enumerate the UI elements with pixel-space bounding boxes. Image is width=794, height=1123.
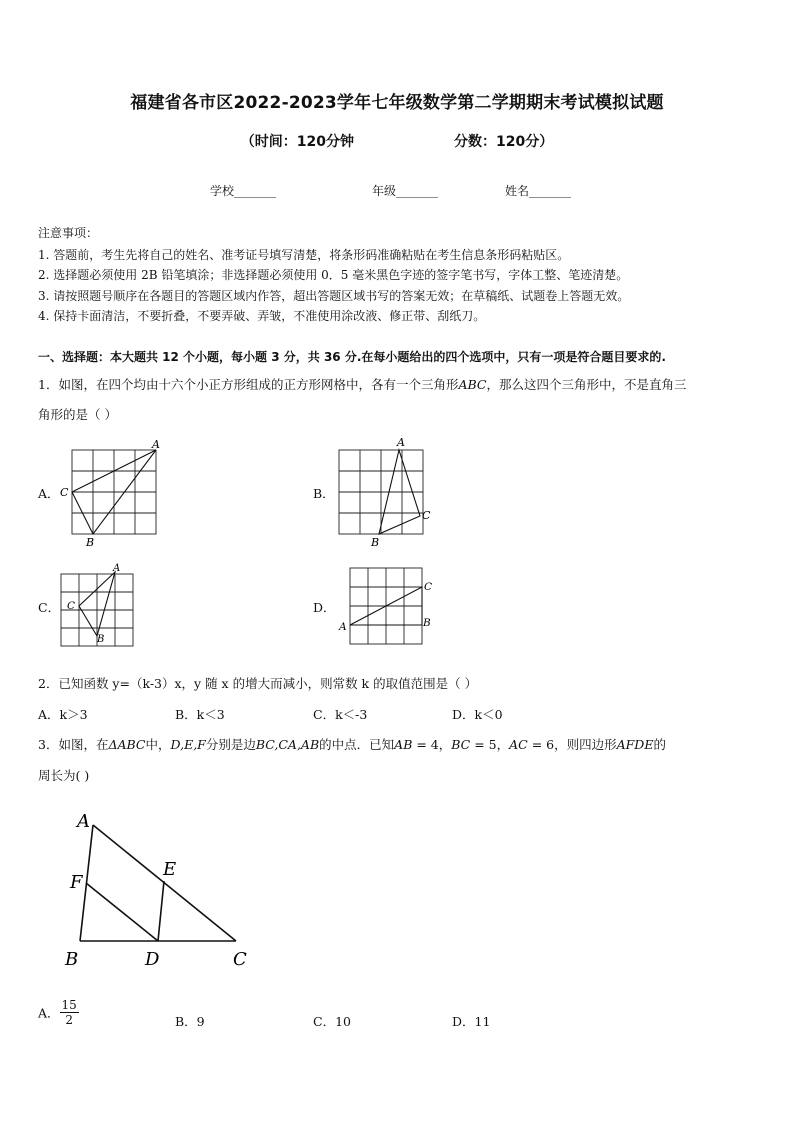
q3-text: 的: [653, 737, 666, 752]
q3-text: 的中点．已知: [319, 737, 395, 752]
notice-item-2: 2. 选择题必须使用 2B 铅笔填涂；非选择题必须使用 0．5 毫米黑色字迹的签字笔书写，字体工整、笔迹清楚。: [38, 268, 629, 282]
q1-option-c-figure: [55, 560, 145, 652]
exam-title: 福建省各市区2022-2023学年七年级数学第二学期期末考试模拟试题: [130, 93, 664, 113]
exam-score: 分数：120分）: [454, 134, 554, 150]
fraction-denominator: 2: [65, 1013, 73, 1027]
label-c: C: [422, 509, 431, 522]
q3-label-b: B: [65, 949, 79, 970]
notice-item-1: 1. 答题前，考生先将自己的姓名、准考证号填写清楚，将条形码准确粘贴在考生信息条形码粘贴区。: [38, 248, 570, 262]
q3-option-a: [38, 998, 79, 1027]
q3-sides: BC,CA,AB: [255, 737, 320, 752]
q1-option-c-label: C．: [38, 600, 61, 615]
q1-option-b-figure: [325, 436, 445, 551]
q3-quadrilateral: AFDE: [616, 737, 654, 752]
q3-option-a-prefix: A．: [38, 1005, 60, 1021]
q3-label-f: F: [70, 872, 83, 893]
exam-subtitle: [0, 131, 794, 151]
q2-option-a: A．k＞3: [38, 707, 88, 722]
q3-ab-value: = 4，: [412, 737, 452, 752]
q3-midpoints: D,E,F: [170, 737, 206, 752]
q3-label-a: A: [77, 811, 90, 832]
q3-option-c: C．10: [313, 1014, 351, 1029]
notice-item-4: 4. 保持卡面清洁，不要折叠，不要弄破、弄皱，不准使用涂改液、修正带、刮纸刀。: [38, 309, 486, 323]
q1-option-a-figure: [55, 436, 175, 551]
q3-bc: BC: [451, 737, 471, 752]
q3-text: 分别是边: [205, 737, 256, 752]
q3-triangle-lines: [80, 825, 236, 941]
label-c: C: [424, 581, 433, 593]
grid-a: [72, 450, 156, 534]
q3-figure: [60, 805, 260, 975]
q3-triangle: ΔABC: [108, 737, 146, 752]
q1-text-line1: [38, 375, 687, 393]
q3-label-e: E: [163, 859, 177, 880]
section-heading: 一、选择题：本大题共 12 个小题，每小题 3 分，共 36 分.在每小题给出的四个选项中，只有一项是符合题目要求的.: [38, 350, 666, 364]
grade-field: 年级_______: [372, 184, 439, 198]
label-b: B: [86, 536, 95, 549]
label-b: B: [97, 634, 105, 645]
q3-option-d: D．11: [452, 1014, 491, 1029]
notice-item-3: 3. 请按照题号顺序在各题目的答题区域内作答，超出答题区域书写的答案无效；在草稿纸、试题卷上答题无效。: [38, 289, 630, 303]
label-b: B: [371, 536, 380, 549]
name-field: 姓名_______: [505, 184, 572, 198]
label-b: B: [423, 617, 431, 629]
q2-option-b: B．k＜3: [175, 707, 225, 722]
q3-text-line2: 周长为( ): [38, 768, 90, 783]
label-a: A: [152, 438, 160, 451]
q3-option-b: B．9: [175, 1014, 205, 1029]
label-c: C: [67, 600, 76, 612]
q1-text-line2: 角形的是（ ）: [38, 407, 117, 422]
q1-text: 1．如图，在四个均由十六个小正方形组成的正方形网格中，各有一个三角形: [38, 377, 459, 392]
notice-heading: 注意事项：: [38, 226, 99, 240]
q3-label-c: C: [233, 949, 247, 970]
grid-b: [339, 450, 423, 534]
q3-bc-value: = 5，: [470, 737, 510, 752]
q3-ab: AB: [394, 737, 413, 752]
q1-option-d-figure: [336, 560, 446, 650]
q3-text: 3．如图，在: [38, 737, 109, 752]
q3-ac: AC: [509, 737, 528, 752]
school-field: 学校_______: [210, 184, 277, 198]
q3-label-d: D: [145, 949, 160, 970]
q3-ac-value: = 6，则四边形: [527, 737, 617, 752]
q3-text-line1: [38, 735, 666, 753]
q1-option-d-label: D．: [313, 600, 336, 615]
q2-text: 2．已知函数 y=（k-3）x，y 随 x 的增大而减小，则常数 k 的取值范围是（ ）: [38, 676, 478, 691]
label-a: A: [113, 563, 121, 574]
fraction-numerator: 15: [61, 998, 77, 1012]
q3-option-a-fraction: [60, 998, 79, 1027]
label-a: A: [339, 621, 347, 633]
label-a: A: [397, 436, 405, 449]
q3-text: 中，: [145, 737, 171, 752]
q2-option-d: D．k＜0: [452, 707, 503, 722]
q1-triangle-name: ABC: [458, 377, 487, 392]
q2-option-c: C．k＜-3: [313, 707, 368, 722]
label-c: C: [60, 486, 69, 499]
exam-time: （时间：120分钟: [240, 134, 354, 150]
q1-text-cont: ，那么这四个三角形中，不是直角三: [486, 377, 687, 392]
q1-option-a-label: A．: [38, 486, 60, 501]
q1-option-b-label: B．: [313, 486, 335, 501]
